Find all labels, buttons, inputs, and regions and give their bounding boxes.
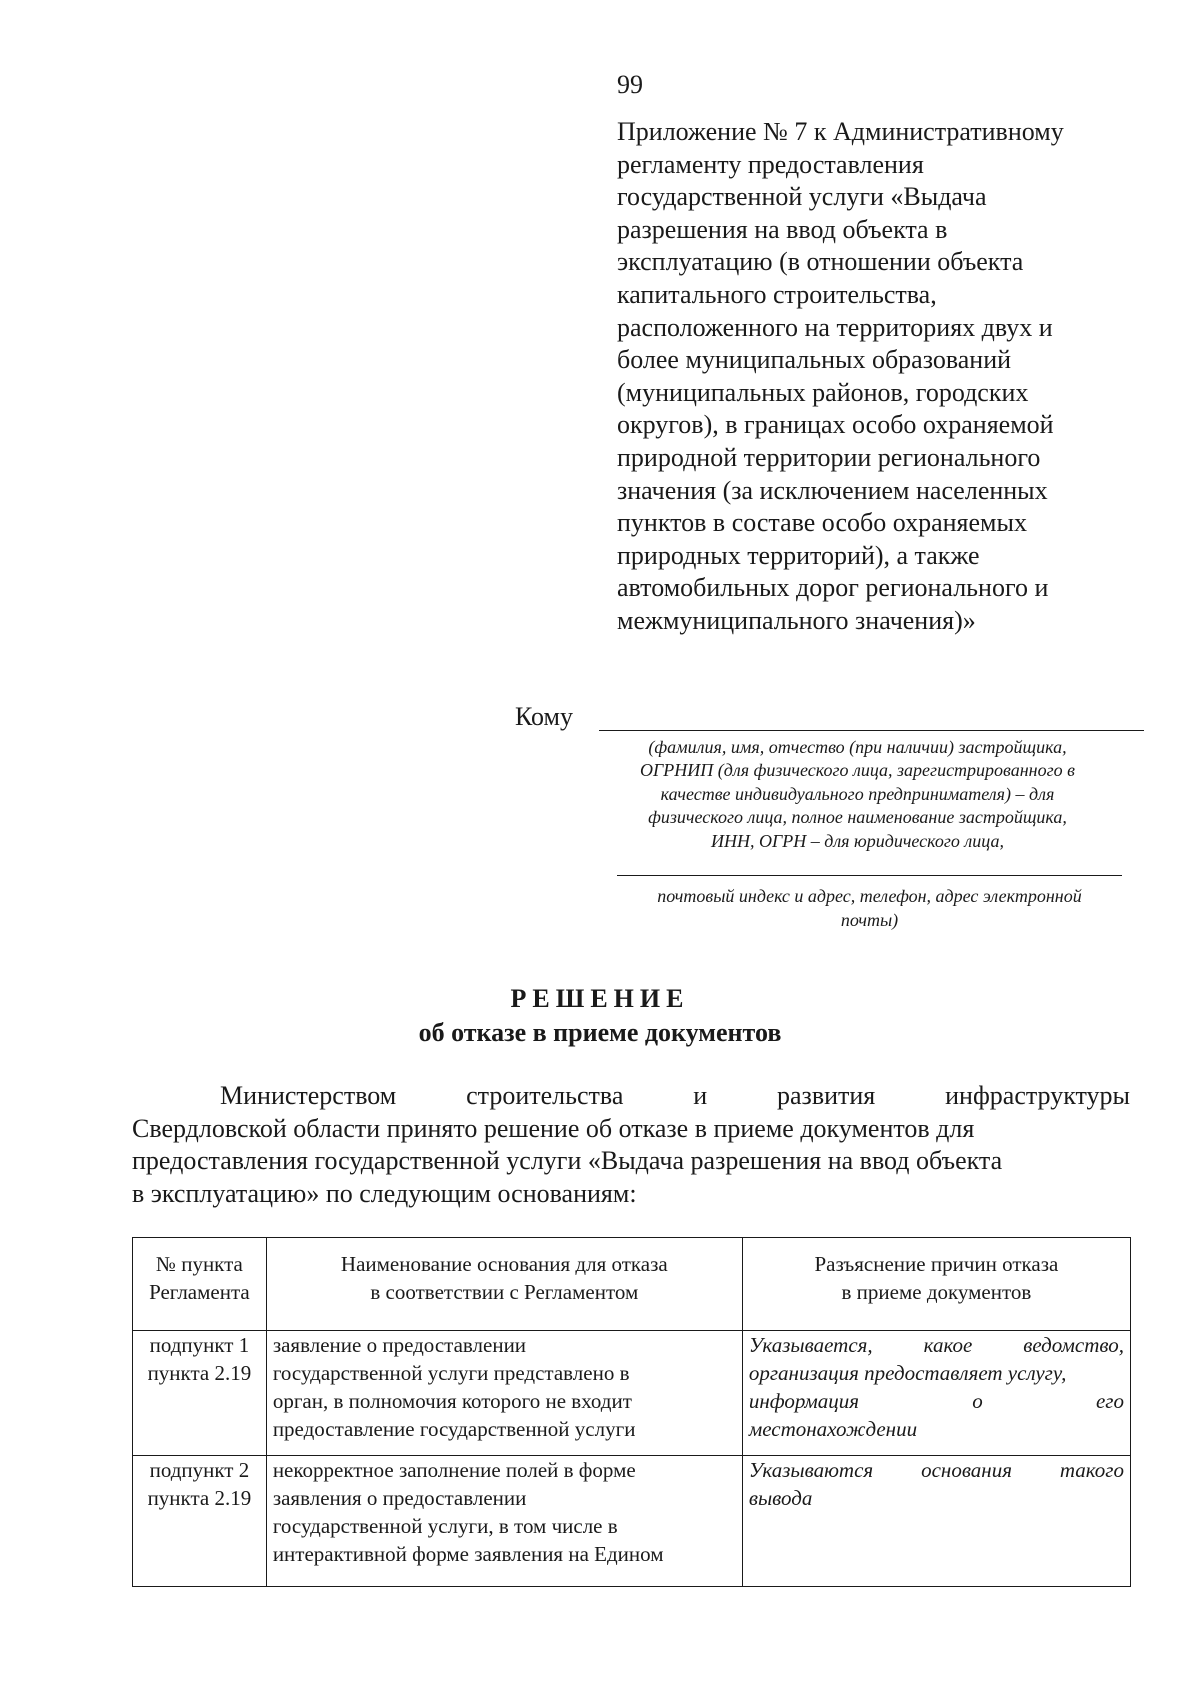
body-line <box>132 1080 1130 1113</box>
reason-name-cell <box>266 1456 742 1587</box>
clause-number-line: подпункт 1 <box>149 1333 250 1357</box>
explanation-line <box>749 1456 1124 1484</box>
explanation-line <box>749 1387 1124 1415</box>
address-hint <box>617 884 1122 932</box>
reason-explanation-cell <box>742 1331 1130 1456</box>
reason-name-line: интерактивной форме заявления на Едином <box>272 1542 664 1566</box>
header-clause-number <box>133 1238 267 1331</box>
recipient-hint-line: ОГРНИП (для физического лица, зарегистрированного в <box>640 760 1075 781</box>
appendix-line: (муниципальных районов, городских <box>617 377 1029 407</box>
recipient-row <box>515 700 1135 734</box>
header-line: Разъяснение причин отказа <box>814 1252 1059 1276</box>
header-line: № пункта <box>155 1252 243 1276</box>
appendix-line: Приложение № 7 к Административному <box>617 117 1064 146</box>
body-word: и <box>693 1081 708 1110</box>
recipient-hint <box>580 736 1135 853</box>
address-fill-line[interactable] <box>617 875 1122 876</box>
reason-name-line: государственной услуги, в том числе в <box>272 1514 618 1538</box>
clause-number-line: пункта 2.19 <box>147 1361 252 1385</box>
appendix-line: капитального строительства, <box>617 279 937 309</box>
address-hint-line: почтовый индекс и адрес, телефон, адрес электронной <box>657 886 1082 906</box>
appendix-line: природных территорий), а также <box>617 540 980 570</box>
reason-name-line: заявления о предоставлении <box>272 1486 527 1510</box>
decision-title: РЕШЕНИЕ <box>510 984 690 1013</box>
explanation-word: такого <box>1059 1458 1124 1482</box>
header-reason-explanation <box>742 1238 1130 1331</box>
appendix-line: регламенту предоставления <box>617 149 924 179</box>
explanation-word: о <box>972 1389 983 1413</box>
explanation-word: информация <box>748 1389 859 1413</box>
body-word: Министерством <box>220 1081 397 1110</box>
appendix-line: округов), в границах особо охраняемой <box>617 410 1054 440</box>
appendix-line: природной территории регионального <box>617 442 1041 472</box>
appendix-line: значения (за исключением населенных <box>617 475 1048 505</box>
appendix-line: разрешения на ввод объекта в <box>617 214 948 244</box>
header-line: Регламента <box>149 1280 250 1304</box>
body-line: Свердловской области принято решение об отказе в приеме документов для <box>132 1113 975 1143</box>
clause-number-line: подпункт 2 <box>149 1458 250 1482</box>
header-line: Наименование основания для отказа <box>340 1252 668 1276</box>
address-hint-line: почты) <box>840 910 899 930</box>
table-row <box>133 1456 1131 1587</box>
body-line: в эксплуатацию» по следующим основаниям: <box>132 1178 637 1208</box>
recipient-label: Кому <box>515 702 574 731</box>
explanation-word: Указывается, <box>748 1333 873 1357</box>
appendix-line: автомобильных дорог регионального и <box>617 573 1049 603</box>
reason-name-line: заявление о предоставлении <box>272 1333 527 1357</box>
decision-subtitle: об отказе в приеме документов <box>418 1018 782 1047</box>
appendix-line: межмуниципального значения)» <box>617 605 976 635</box>
reason-name-line: некорректное заполнение полей в форме <box>272 1458 636 1482</box>
reason-name-cell <box>266 1331 742 1456</box>
appendix-line: государственной услуги «Выдача <box>617 182 987 212</box>
table-header-row <box>133 1238 1131 1331</box>
header-reason-name <box>266 1238 742 1331</box>
body-word: развития <box>777 1081 876 1110</box>
explanation-word: его <box>1095 1389 1124 1413</box>
reason-name-line: государственной услуги представлено в <box>272 1361 630 1385</box>
refusal-reasons-table <box>132 1237 1131 1587</box>
recipient-fill-line[interactable] <box>599 730 1144 731</box>
clause-number-cell <box>133 1456 267 1587</box>
header-line: в соответствии с Регламентом <box>370 1280 639 1304</box>
appendix-line: более муниципальных образований <box>617 345 1012 375</box>
appendix-header <box>617 116 1137 638</box>
table-row <box>133 1331 1131 1456</box>
recipient-hint-line: ИНН, ОГРН – для юридического лица, <box>710 830 1004 851</box>
reason-explanation-cell <box>742 1456 1130 1587</box>
explanation-line: вывода <box>748 1486 813 1510</box>
clause-number-line: пункта 2.19 <box>147 1486 252 1510</box>
decision-body <box>132 1080 1130 1210</box>
explanation-line <box>749 1331 1124 1359</box>
reason-name-line: орган, в полномочия которого не входит <box>272 1389 632 1413</box>
recipient-hint-line: качестве индивидуального предпринимателя) – для <box>660 783 1055 804</box>
recipient-hint-line: физического лица, полное наименование застройщика, <box>648 807 1067 828</box>
explanation-line: местонахождении <box>748 1417 918 1441</box>
explanation-word: основания <box>921 1458 1012 1482</box>
body-line: предоставления государственной услуги «Выдача разрешения на ввод объекта <box>132 1146 1003 1175</box>
body-word: строительства <box>466 1081 624 1110</box>
appendix-line: эксплуатацию (в отношении объекта <box>617 247 1024 277</box>
explanation-word: ведомство, <box>1023 1333 1124 1357</box>
explanation-word: Указываются <box>748 1458 874 1482</box>
explanation-line: организация предоставляет услугу, <box>748 1361 1067 1385</box>
clause-number-cell <box>133 1331 267 1456</box>
recipient-hint-line: (фамилия, имя, отчество (при наличии) застройщика, <box>648 737 1067 757</box>
page-number: 99 <box>617 70 643 99</box>
body-word: инфраструктуры <box>945 1081 1130 1110</box>
header-line: в приеме документов <box>841 1280 1032 1304</box>
reason-name-line: предоставление государственной услуги <box>272 1417 636 1441</box>
appendix-line: расположенного на территориях двух и <box>617 312 1053 342</box>
explanation-word: какое <box>923 1333 973 1357</box>
appendix-line: пунктов в составе особо охраняемых <box>617 508 1027 538</box>
